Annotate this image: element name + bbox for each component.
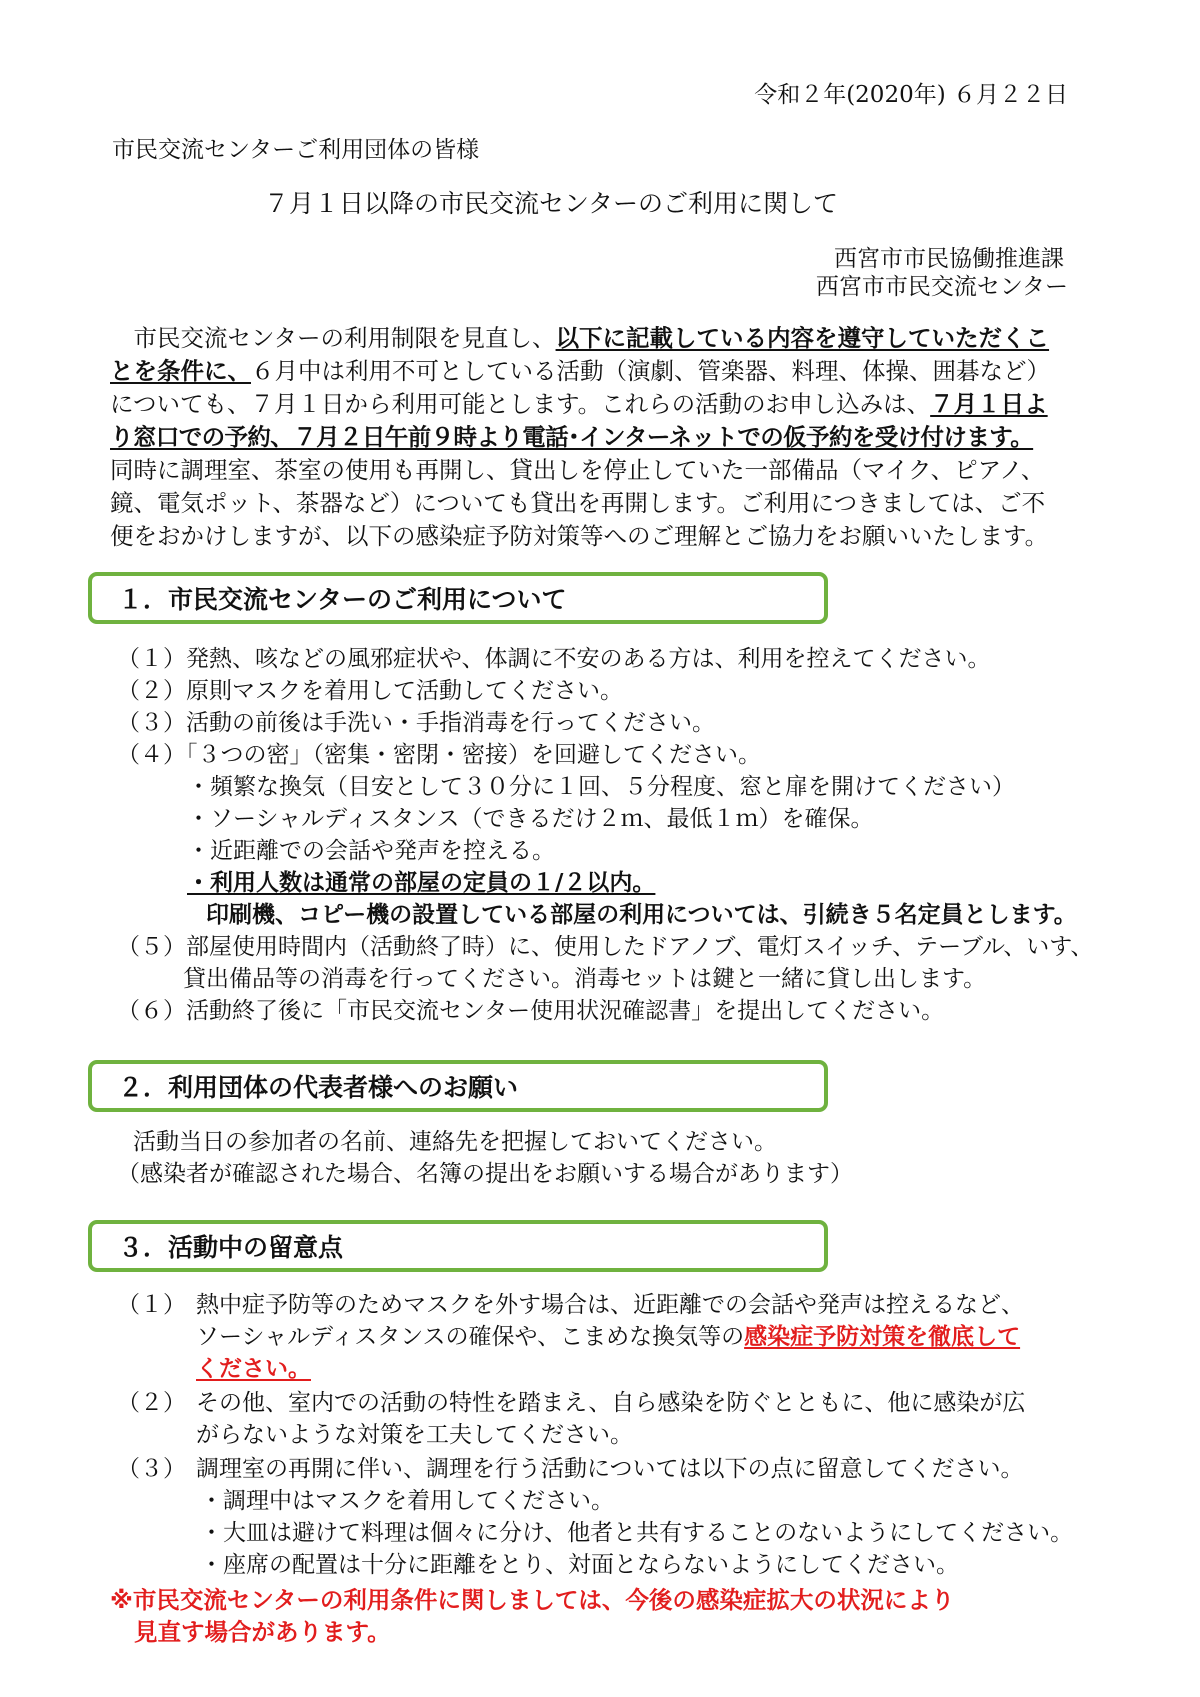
section-3-bullet: ・大皿は避けて料理は個々に分け、他者と共有することのないようにしてください。 <box>200 1520 1074 1546</box>
intro-line-4: り窓口での予約、７月２日午前９時より電話･インターネットでの仮予約を受け付けます。 <box>110 423 1034 451</box>
section-1-item: （２）原則マスクを着用して活動してください。 <box>117 678 623 704</box>
section-3-heading-box <box>88 1220 828 1272</box>
intro-line-3: についても、７月１日から利用可能とします。これらの活動のお申し込みは、７月１日よ <box>110 390 1048 418</box>
document-date: 令和２年(2020年) ６月２２日 <box>754 82 1068 108</box>
section-1-bullet: ・ソーシャルディスタンス（できるだけ２ｍ、最低１ｍ）を確保。 <box>187 806 874 832</box>
infection-prevention-emphasis: 感染症予防対策を徹底して <box>744 1324 1021 1350</box>
section-3-item-number: （３） <box>117 1456 186 1482</box>
section-3-item-2: その他、室内での活動の特性を踏まえ、自ら感染を防ぐとともに、他に感染が広 <box>196 1390 1026 1416</box>
section-1-item: （３）活動の前後は手洗い・手指消毒を行ってください。 <box>117 710 715 736</box>
intro-line-6: 鏡、電気ポット、茶器など）についても貸出を再開します。ご利用につきましては、ご不 <box>110 489 1046 517</box>
section-3-heading: ３．活動中の留意点 <box>118 1233 344 1262</box>
section-3-item-number: （２） <box>117 1390 186 1416</box>
section-3-item-1-cont: ソーシャルディスタンスの確保や、こまめな換気等の感染症予防対策を徹底して <box>196 1324 1021 1350</box>
section-1-heading-box <box>88 572 828 624</box>
intro-line-1: 市民交流センターの利用制限を見直し、以下に記載している内容を遵守していただくこ <box>110 324 1050 352</box>
section-3-bullet: ・調理中はマスクを着用してください。 <box>200 1488 614 1514</box>
section-1-bullet-capacity: ・利用人数は通常の部屋の定員の１/２以内。 <box>187 870 656 896</box>
section-1-item: （４）「３つの密」（密集・密閉・密接）を回避してください。 <box>117 742 761 768</box>
section-1-bullet: ・近距離での会話や発声を控える。 <box>187 838 555 864</box>
section-3-item-3: 調理室の再開に伴い、調理を行う活動については以下の点に留意してください。 <box>196 1456 1024 1482</box>
section-3-item-number: （１） <box>117 1292 186 1318</box>
footer-notice: ※市民交流センターの利用条件に関しましては、今後の感染症拡大の状況により <box>110 1586 955 1614</box>
section-2-heading-box <box>88 1060 828 1112</box>
section-3-item-1-emphasis-end: ください。 <box>196 1356 311 1382</box>
intro-line-7: 便をおかけしますが、以下の感染症予防対策等へのご理解とご協力をお願いいたします。 <box>110 522 1049 550</box>
addressee: 市民交流センターご利用団体の皆様 <box>112 137 480 163</box>
section-2-heading: ２．利用団体の代表者様へのお願い <box>118 1073 519 1102</box>
document-title: ７月１日以降の市民交流センターのご利用に関して <box>264 189 839 218</box>
section-1-bullet: ・頻繁な換気（目安として３０分に１回、５分程度、窓と扉を開けてください） <box>187 774 1015 800</box>
section-1-bullet-note: 印刷機、コピー機の設置している部屋の利用については、引続き５名定員とします。 <box>206 902 1077 928</box>
section-1-item-5: （５）部屋使用時間内（活動終了時）に、使用したドアノブ、電灯スイッチ、テーブル、いす、 <box>117 934 1094 960</box>
issuer-center: 西宮市市民交流センター <box>815 274 1068 300</box>
section-3-item-1: 熱中症予防等のためマスクを外す場合は、近距離での会話や発声は控えるなど、 <box>196 1292 1024 1318</box>
intro-paragraph <box>110 322 1070 553</box>
section-1-item: （１）発熱、咳などの風邪症状や、体調に不安のある方は、利用を控えてください。 <box>117 646 991 672</box>
section-1-heading: １．市民交流センターのご利用について <box>118 585 567 614</box>
section-1-item-6: （６）活動終了後に「市民交流センター使用状況確認書」を提出してください。 <box>117 998 945 1024</box>
intro-line-5: 同時に調理室、茶室の使用も再開し、貸出しを停止していた一部備品（マイク、ピアノ、 <box>110 456 1045 484</box>
intro-line-2: とを条件に、６月中は利用不可としている活動（演劇、管楽器、料理、体操、囲碁など） <box>110 357 1050 385</box>
section-1-item-5-cont: 貸出備品等の消毒を行ってください。消毒セットは鍵と一緒に貸し出します。 <box>183 966 987 992</box>
section-2-text: 活動当日の参加者の名前、連絡先を把握しておいてください。 <box>133 1129 777 1155</box>
section-3-bullet: ・座席の配置は十分に距離をとり、対面とならないようにしてください。 <box>200 1552 959 1578</box>
section-3-item-2-cont: がらないような対策を工夫してください。 <box>196 1422 633 1448</box>
section-2-text: （感染者が確認された場合、名簿の提出をお願いする場合があります） <box>117 1161 853 1187</box>
footer-notice-cont: 見直す場合があります。 <box>134 1618 391 1646</box>
issuer-department: 西宮市市民協働推進課 <box>834 246 1064 272</box>
